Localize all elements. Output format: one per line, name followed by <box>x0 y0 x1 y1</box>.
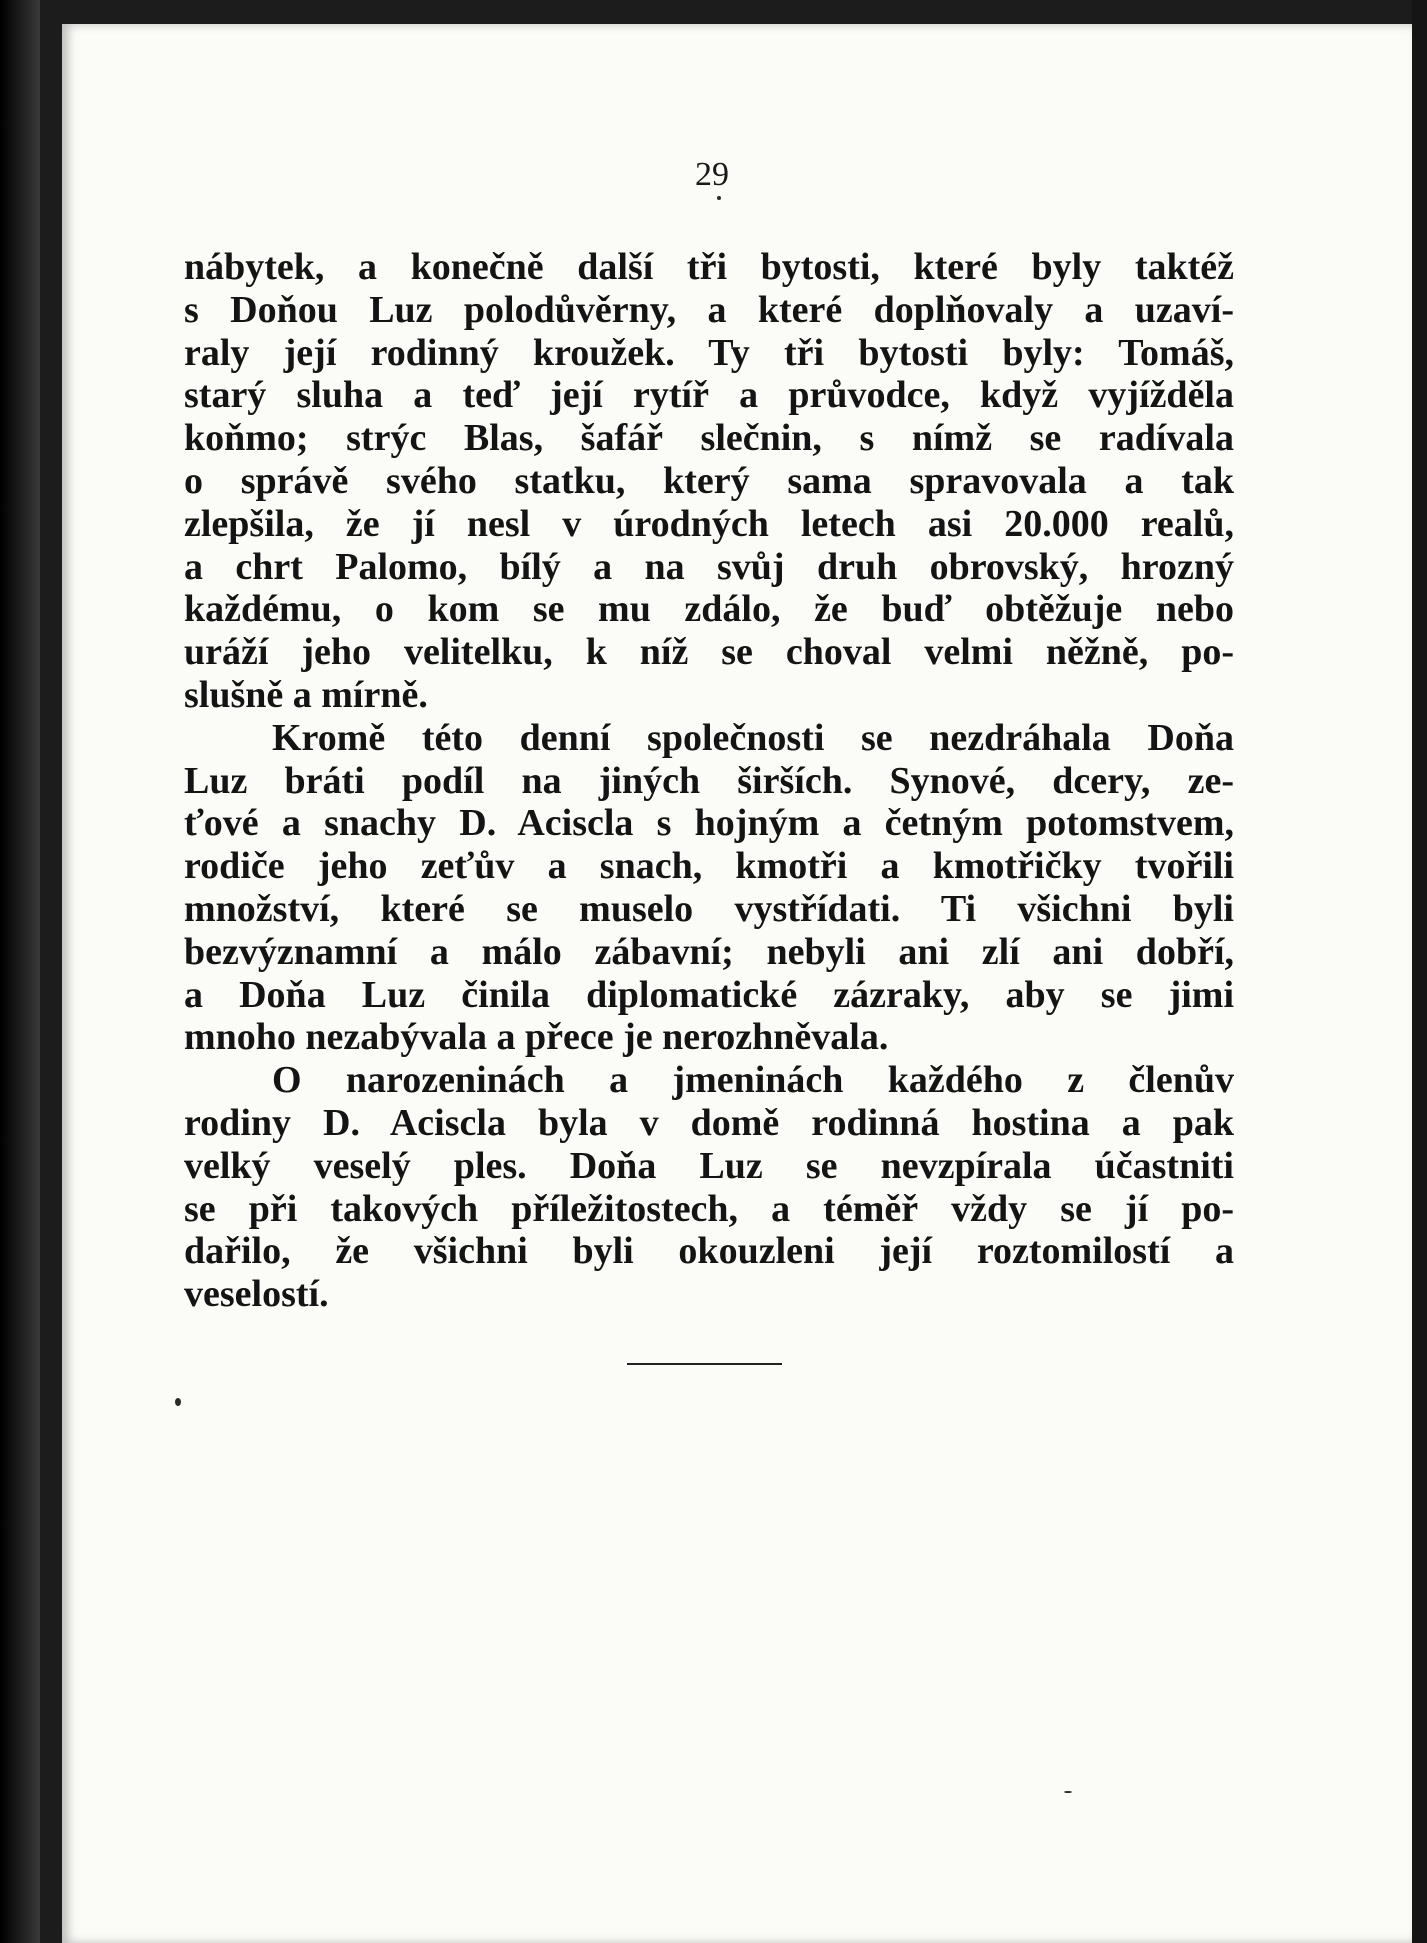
text-line: veselostí. <box>184 1273 329 1316</box>
text-line: nábytek, a konečně další tři bytosti, které byly taktéž <box>184 246 1234 288</box>
text-line: a Doňa Luz činila diplomatické zázraky, aby se jimi <box>184 973 1234 1016</box>
text-line: o správě svého statku, který sama spravovala a tak <box>184 459 1234 502</box>
text-line: bezvýznamní a málo zábavní; nebyli ani zlí ani dobří, <box>184 930 1234 973</box>
text-line: Kromě této denní společnosti se nezdráhala Doňa <box>272 716 1234 759</box>
book-spine-shadow <box>0 0 40 1943</box>
text-line: zlepšila, že jí nesl v úrodných letech asi 20.000 realů, <box>184 502 1234 545</box>
text-line: dařilo, že všichni byli okouzleni její roztomilostí a <box>184 1230 1234 1273</box>
print-speck <box>717 196 721 200</box>
text-line: rodiny D. Aciscla byla v domě rodinná hostina a pak <box>184 1101 1234 1144</box>
text-line: uráží jeho velitelku, k níž se choval velmi něžně, po- <box>184 631 1234 674</box>
text-line: množství, které se muselo vystřídati. Ti všichni byli <box>184 887 1234 930</box>
text-line: s Doňou Luz polodůvěrny, a které doplňovaly a uzaví- <box>184 288 1234 331</box>
text-line: raly její rodinný kroužek. Ty tři bytosti byly: Tomáš, <box>184 331 1234 374</box>
text-line: velký veselý ples. Doňa Luz se nevzpírala účastniti <box>184 1144 1234 1187</box>
print-speck <box>175 1398 181 1406</box>
page-number: 29 <box>695 156 729 193</box>
text-line: každému, o kom se mu zdálo, že buď obtěžuje nebo <box>184 588 1234 631</box>
text-line: rodiče jeho zeťův a snach, kmotři a kmotřičky tvořili <box>184 845 1234 888</box>
text-line: Luz bráti podíl na jiných širších. Synové, dcery, ze- <box>184 759 1234 802</box>
section-end-rule <box>627 1363 782 1365</box>
paragraph <box>184 717 1234 1059</box>
text-line: mnoho nezabývala a přece je nerozhněvala. <box>184 1016 889 1059</box>
paragraph <box>184 1059 1234 1316</box>
text-line: O narozeninách a jmeninách každého z členův <box>272 1059 1234 1102</box>
body-text <box>184 246 1234 1316</box>
text-line: se při takových příležitostech, a téměř vždy se jí po- <box>184 1187 1234 1230</box>
paragraph <box>184 246 1234 717</box>
text-line: koňmo; strýc Blas, šafář slečnin, s nímž se radívala <box>184 417 1234 460</box>
scan-right-edge <box>1412 0 1427 1943</box>
text-line: starý sluha a teď její rytíř a průvodce, když vyjížděla <box>184 374 1234 417</box>
print-speck <box>1064 1791 1072 1793</box>
text-line: ťové a snachy D. Aciscla s hojným a četným potomstvem, <box>184 802 1234 845</box>
text-line: a chrt Palomo, bílý a na svůj druh obrovský, hrozný <box>184 545 1234 588</box>
text-line: slušně a mírně. <box>184 673 428 716</box>
paper-page <box>62 24 1412 1943</box>
